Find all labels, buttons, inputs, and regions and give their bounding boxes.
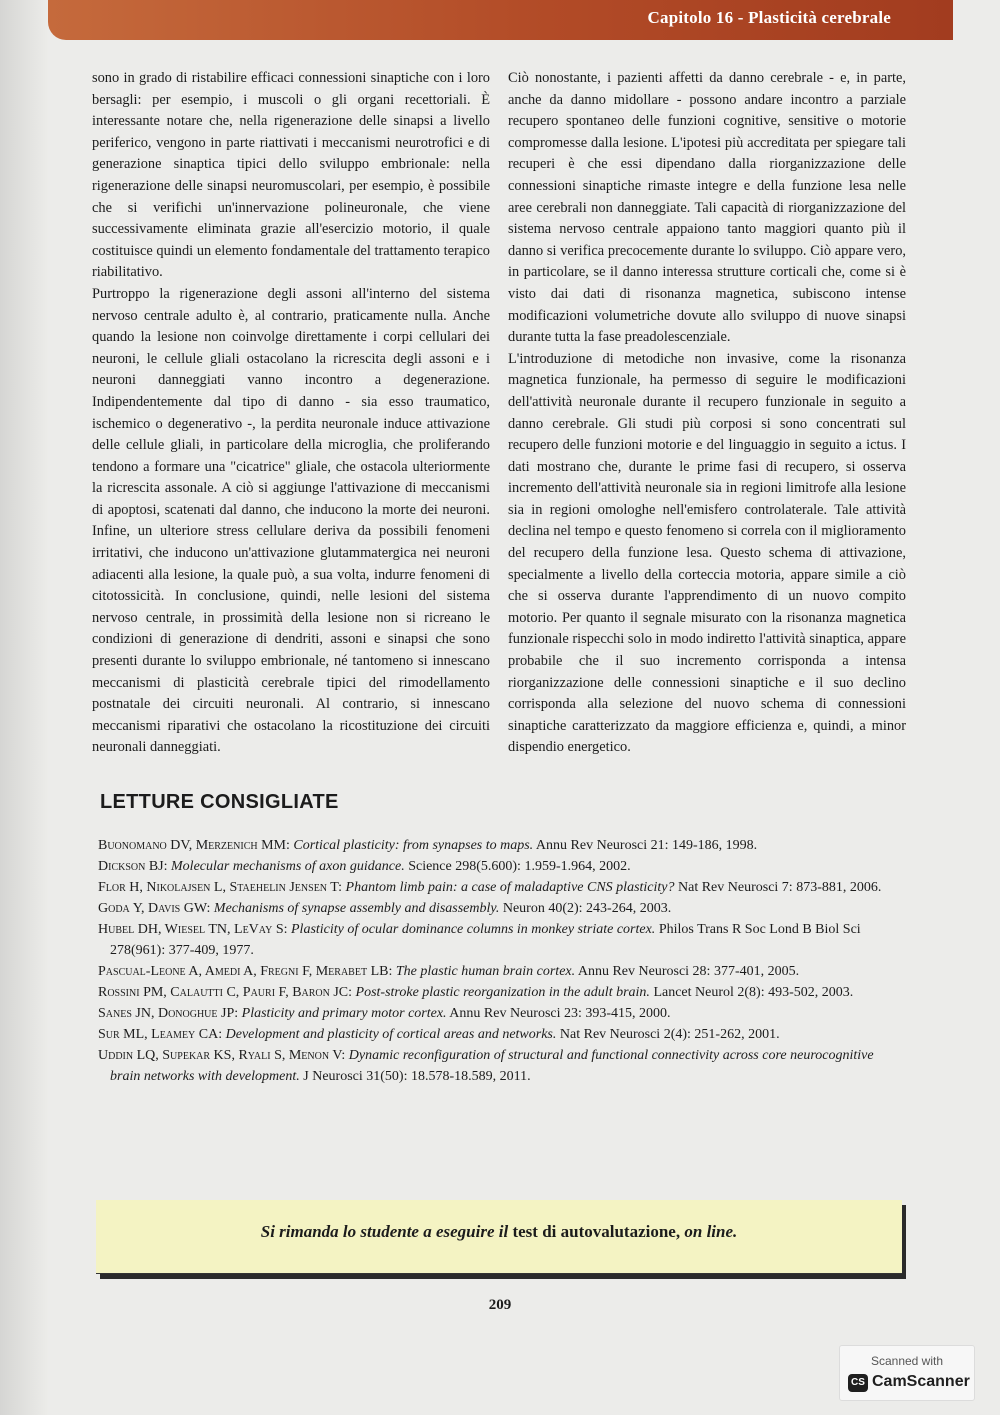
reference-source: Neuron 40(2): 243-264, 2003. bbox=[502, 901, 672, 916]
chapter-title: Capitolo 16 - Plasticità cerebrale bbox=[647, 8, 891, 27]
reference-authors: Sur ML, Leamey CA: bbox=[98, 1027, 223, 1042]
reference-authors: Uddin LQ, Supekar KS, Ryali S, Menon V: bbox=[98, 1048, 346, 1063]
reference-title: Post-stroke plastic reorganization in the adult brain. bbox=[355, 985, 650, 1000]
watermark-caption: Scanned with bbox=[870, 1354, 944, 1368]
camscanner-watermark bbox=[839, 1345, 975, 1401]
reference-source: Lancet Neurol 2(8): 493-502, 2003. bbox=[653, 985, 854, 1000]
chapter-header-bar bbox=[48, 0, 953, 40]
page-shadow-edge bbox=[0, 0, 48, 1415]
paragraph: Purtroppo la rigenerazione degli assoni all'interno del sistema nervoso centrale adulto è, al contrario, praticamente nulla. Anche quando la lesione non coinvolge direttamente i corpi cellulari dei neuroni, le cellule gliali ostacolano la ricrescita degli assoni e i neuroni danneggiati vanno incontro a degenerazione. Indipendentemente dal tipo di danno - sia esso traumatico, ischemico o degenerativo -, la perdita neuronale induce attivazione delle cellule gliali, in particolare della microglia, che proliferando tendono a formare una "cicatrice" gliale, che ostacola ulteriormente la ricrescita assonale. A ciò si aggiunge l'attivazione di meccanismi di apoptosi, scatenati dal danno, che inducono la morte dei neuroni. Infine, un ulteriore stress cellulare deriva da possibili fenomeni irritativi, che inducono un'attivazione glutammatergica nei neuroni adiacenti alla lesione, la quale può, a sua volta, indurre fenomeni di citotossicità. In conclusione, quindi, nelle lesioni del sistema nervoso centrale, in prossimità della lesione non si ricreano le condizioni di generazione di dendriti, assoni e sinapsi che sono presenti durante lo sviluppo embrionale, né tantomeno si innescano meccanismi di plasticità cerebrale tipici del rimodellamento postnatale dei circuiti neuronali. Al contrario, si innescano meccanismi riparativi che ostacolano la ricostituzione dei circuiti neuronali danneggiati. bbox=[92, 285, 490, 756]
references-list bbox=[98, 835, 906, 1087]
reference-source: Science 298(5.600): 1.959-1.964, 2002. bbox=[408, 859, 631, 874]
reference-title: Plasticity and primary motor cortex. bbox=[241, 1006, 447, 1021]
reference-title: Phantom limb pain: a case of maladaptive CNS plasticity? bbox=[345, 880, 675, 895]
self-assessment-callout bbox=[96, 1200, 902, 1274]
reference-authors: Hubel DH, Wiesel TN, LeVay S: bbox=[98, 922, 288, 937]
reference-authors: Rossini PM, Calautti C, Pauri F, Baron JC: bbox=[98, 985, 353, 1000]
references-heading: LETTURE CONSIGLIATE bbox=[100, 791, 339, 813]
reference-title: Dynamic reconfiguration of structural and functional connectivity across core neurocognitive brain networks with development. bbox=[110, 1048, 874, 1084]
reference-authors: Flor H, Nikolajsen L, Staehelin Jensen T: bbox=[98, 880, 343, 895]
reference-item bbox=[98, 961, 906, 982]
reference-title: Molecular mechanisms of axon guidance. bbox=[171, 859, 405, 874]
reference-title: Cortical plasticity: from synapses to maps. bbox=[293, 838, 534, 853]
reference-item bbox=[98, 1003, 906, 1024]
paragraph: Ciò nonostante, i pazienti affetti da danno cerebrale - e, in parte, anche da danno midollare - possono andare incontro a parziale recupero spontaneo delle funzioni cognitive, sensitive o motorie compromesse dalla lesione. L'ipotesi più accreditata per spiegare tali recuperi è che essi dipendano dalla riorganizzazione delle connessioni sinaptiche rimaste integre e della funzione lesa nelle aree cerebrali non danneggiate. Tali capacità di riorganizzazione del sistema nervoso centrale appaiono tanto maggiori quanto più il danno si verifica precocemente durante lo sviluppo. Ciò appare vero, in particolare, se il danno interessa strutture corticali che, come si è visto dai dati di risonanza magnetica, subiscono intense modificazioni volumetriche dovute allo sviluppo di nuove sinapsi durante tutta la fase preadolescenziale. bbox=[508, 70, 906, 346]
reference-authors: Sanes JN, Donoghue JP: bbox=[98, 1006, 239, 1021]
page-number: 209 bbox=[488, 1297, 512, 1313]
reference-title: Development and plasticity of cortical areas and networks. bbox=[225, 1027, 557, 1042]
text-column-right bbox=[508, 68, 906, 759]
callout-part-2: test di autovalutazione, bbox=[512, 1222, 681, 1241]
text-column-left bbox=[92, 68, 490, 759]
reference-item bbox=[98, 835, 906, 856]
reference-source: Annu Rev Neurosci 21: 149-186, 1998. bbox=[535, 838, 758, 853]
paragraph: L'introduzione di metodiche non invasive, come la risonanza magnetica funzionale, ha permesso di seguire le modificazioni dell'attività neuronale durante il recupero funzionale in seguito a danno cerebrale. Gli studi più corposi si sono concentrati sul recupero delle funzioni motorie e del linguaggio in seguito a ictus. I dati mostrano che, durante le prime fasi di recupero, si osserva incremento dell'attività neuronale sia in regioni limitrofe alla lesione sia in regioni omologhe nell'emisfero controlaterale. Tale attività declina nel tempo e questo fenomeno si correla con il miglioramento del recupero della funzione lesa. Questo schema di attivazione, specialmente a livello della corteccia motoria, appare simile a ciò che si osserva durante l'apprendimento di un nuovo compito motorio. Per quanto il segnale misurato con la risonanza magnetica funzionale rispecchi solo in modo indiretto l'attività sinaptica, appare probabile che il suo incremento corrisponda a intensa riorganizzazione delle connessioni sinaptiche e il suo declino corrisponda alla selezione del nuovo schema di connessioni sinaptiche caratterizzato da maggiore efficienza e, quindi, a minor dispendio energetico. bbox=[508, 350, 906, 756]
reference-authors: Dickson BJ: bbox=[98, 859, 168, 874]
reference-item bbox=[98, 898, 906, 919]
callout-part-1: Si rimanda lo studente a eseguire il bbox=[260, 1222, 509, 1241]
reference-item bbox=[98, 856, 906, 877]
callout-part-3: on line. bbox=[684, 1222, 738, 1241]
reference-item bbox=[98, 1024, 906, 1045]
reference-item bbox=[98, 919, 906, 961]
reference-source: J Neurosci 31(50): 18.578-18.589, 2011. bbox=[303, 1069, 531, 1084]
reference-source: Annu Rev Neurosci 28: 377-401, 2005. bbox=[577, 964, 800, 979]
reference-item bbox=[98, 1045, 906, 1087]
reference-source: Nat Rev Neurosci 2(4): 251-262, 2001. bbox=[559, 1027, 780, 1042]
watermark-brand: CamScanner bbox=[872, 1373, 970, 1390]
reference-item bbox=[98, 877, 906, 898]
reference-authors: Buonomano DV, Merzenich MM: bbox=[98, 838, 290, 853]
reference-title: Plasticity of ocular dominance columns in monkey striate cortex. bbox=[291, 922, 656, 937]
reference-authors: Goda Y, Davis GW: bbox=[98, 901, 211, 916]
reference-source: Nat Rev Neurosci 7: 873-881, 2006. bbox=[678, 880, 882, 895]
camscanner-logo-icon: CS bbox=[848, 1374, 868, 1392]
reference-source: Annu Rev Neurosci 23: 393-415, 2000. bbox=[449, 1006, 671, 1021]
reference-authors: Pascual-Leone A, Amedi A, Fregni F, Merabet LB: bbox=[98, 964, 393, 979]
reference-title: The plastic human brain cortex. bbox=[395, 964, 576, 979]
reference-title: Mechanisms of synapse assembly and disassembly. bbox=[213, 901, 500, 916]
reference-item bbox=[98, 982, 906, 1003]
paragraph: sono in grado di ristabilire efficaci connessioni sinaptiche con i loro bersagli: per esempio, i muscoli o gli organi recettoriali. È interessante notare che, nella rigenerazione delle sinapsi a livello periferico, vengono in parte riattivati i meccanismi neurotrofici e di generazione sinaptica tipici dello sviluppo embrionale: nella rigenerazione delle sinapsi neuromuscolari, per esempio, è possibile che si verifichi un'innervazione polineuronale, che viene successivamente eliminata grazie all'esercizio motorio, il quale costituisce quindi un elemento fondamentale del trattamento terapico riabilitativo. bbox=[92, 70, 490, 281]
callout-text bbox=[96, 1222, 902, 1242]
reference-source: Philos Trans R Soc Lond B Biol Sci 278(961): 377-409, 1977. bbox=[110, 922, 861, 958]
